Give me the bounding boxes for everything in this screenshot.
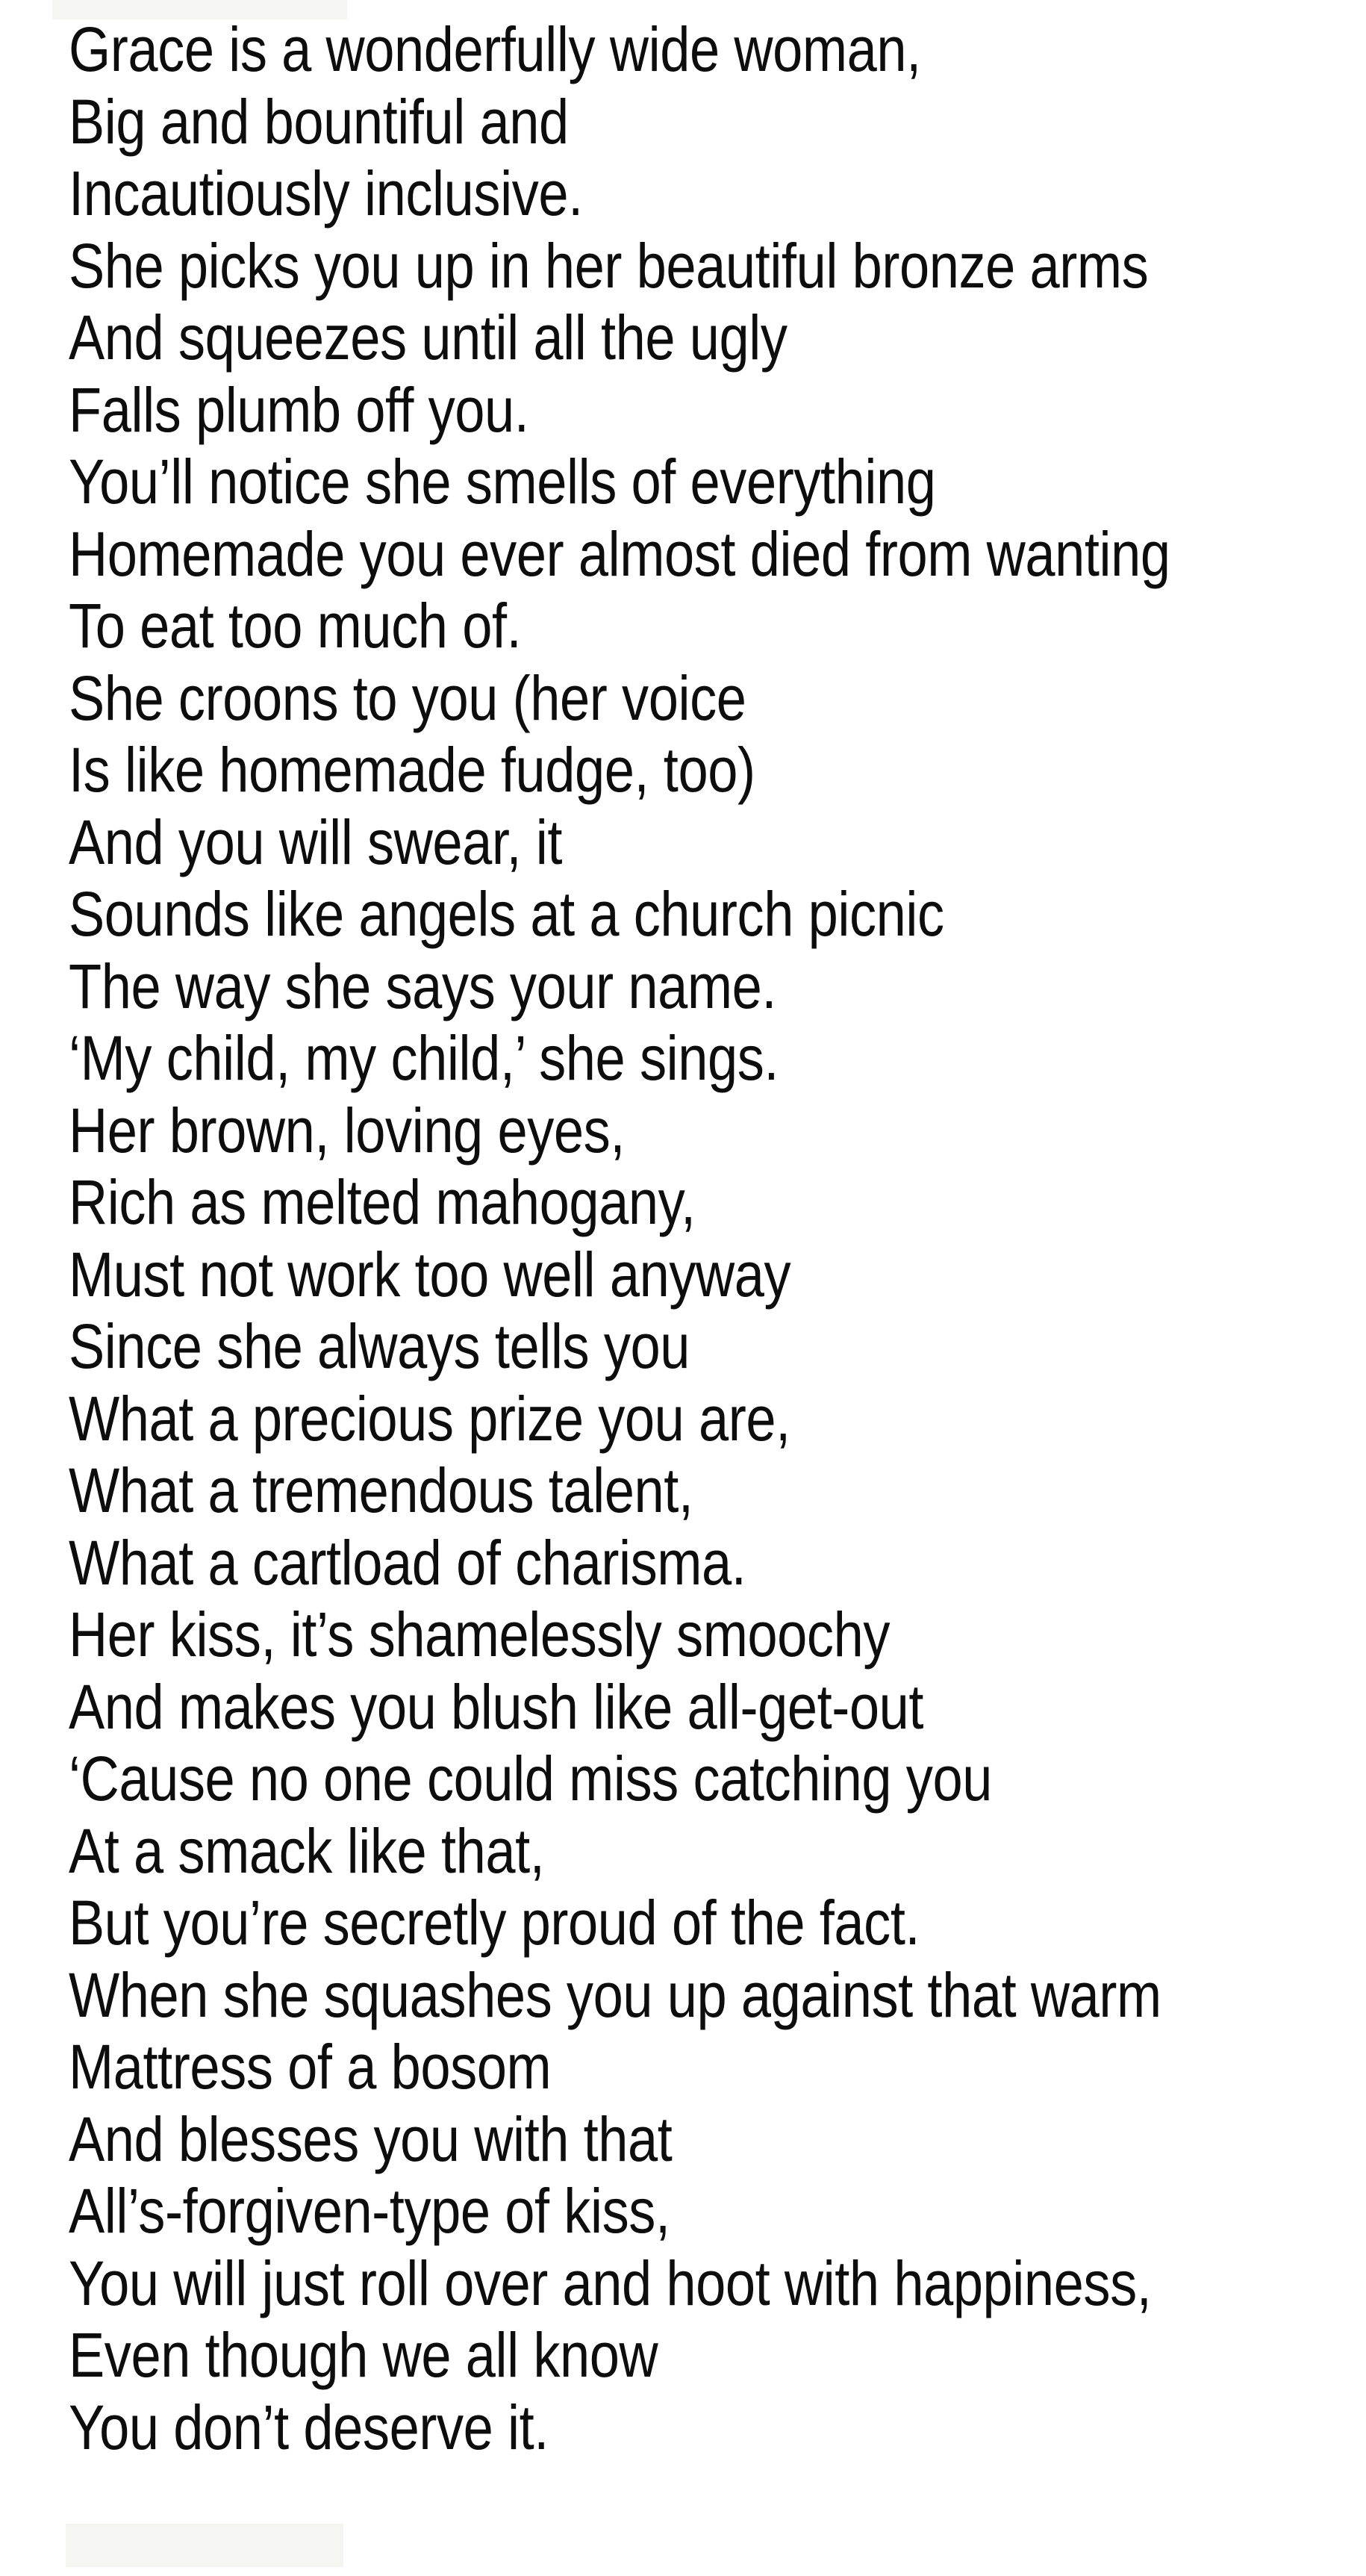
poem-line: Grace is a wonderfully wide woman,: [69, 14, 921, 84]
poem-line: Her kiss, it’s shamelessly smoochy: [69, 1599, 891, 1670]
poem-line: Since she always tells you: [69, 1311, 690, 1381]
poem-line: ‘Cause no one could miss catching you: [69, 1743, 992, 1814]
poem-line: And you will swear, it: [69, 806, 563, 877]
poem-line: Falls plumb off you.: [69, 374, 529, 445]
poem-line: Her brown, loving eyes,: [69, 1095, 625, 1166]
poem-line: To eat too much of.: [69, 591, 522, 661]
poem-line: Incautiously inclusive.: [69, 158, 583, 228]
poem-text: [69, 13, 1366, 2463]
poem-line: What a tremendous talent,: [69, 1455, 693, 1525]
poem-line: Big and bountiful and: [69, 86, 569, 157]
poem-line: All’s-forgiven-type of kiss,: [69, 2176, 670, 2246]
poem-line: Rich as melted mahogany,: [69, 1167, 696, 1237]
poem-line: At a smack like that,: [69, 1815, 545, 1886]
poem-line: Even though we all know: [69, 2320, 658, 2390]
poem-line: But you’re secretly proud of the fact.: [69, 1888, 920, 1958]
poem-line: What a cartload of charisma.: [69, 1527, 746, 1598]
poem-line: Is like homemade fudge, too): [69, 735, 755, 805]
poem-line: Mattress of a bosom: [69, 2032, 552, 2102]
poem-line: The way she says your name.: [69, 951, 777, 1021]
poem-line: You don’t deserve it.: [69, 2392, 549, 2463]
poem-line: When she squashes you up against that warm: [69, 1959, 1161, 2030]
poem-line: And squeezes until all the ugly: [69, 302, 788, 373]
poem-line: You’ll notice she smells of everything: [69, 447, 936, 517]
poem-line: She picks you up in her beautiful bronze arms: [69, 230, 1149, 301]
poem-line: Must not work too well anyway: [69, 1239, 791, 1310]
poem-line: And makes you blush like all-get-out: [69, 1671, 923, 1742]
poem-line: And blesses you with that: [69, 2103, 673, 2174]
poem-line: Homemade you ever almost died from wanting: [69, 518, 1170, 589]
poem-line: You will just roll over and hoot with happiness,: [69, 2247, 1152, 2318]
poem-line: ‘My child, my child,’ she sings.: [69, 1023, 779, 1093]
poem-line: What a precious prize you are,: [69, 1383, 790, 1454]
scan-artifact-bottom: [66, 2524, 343, 2567]
poem-line: She croons to you (her voice: [69, 662, 746, 733]
poem-line: Sounds like angels at a church picnic: [69, 879, 944, 949]
